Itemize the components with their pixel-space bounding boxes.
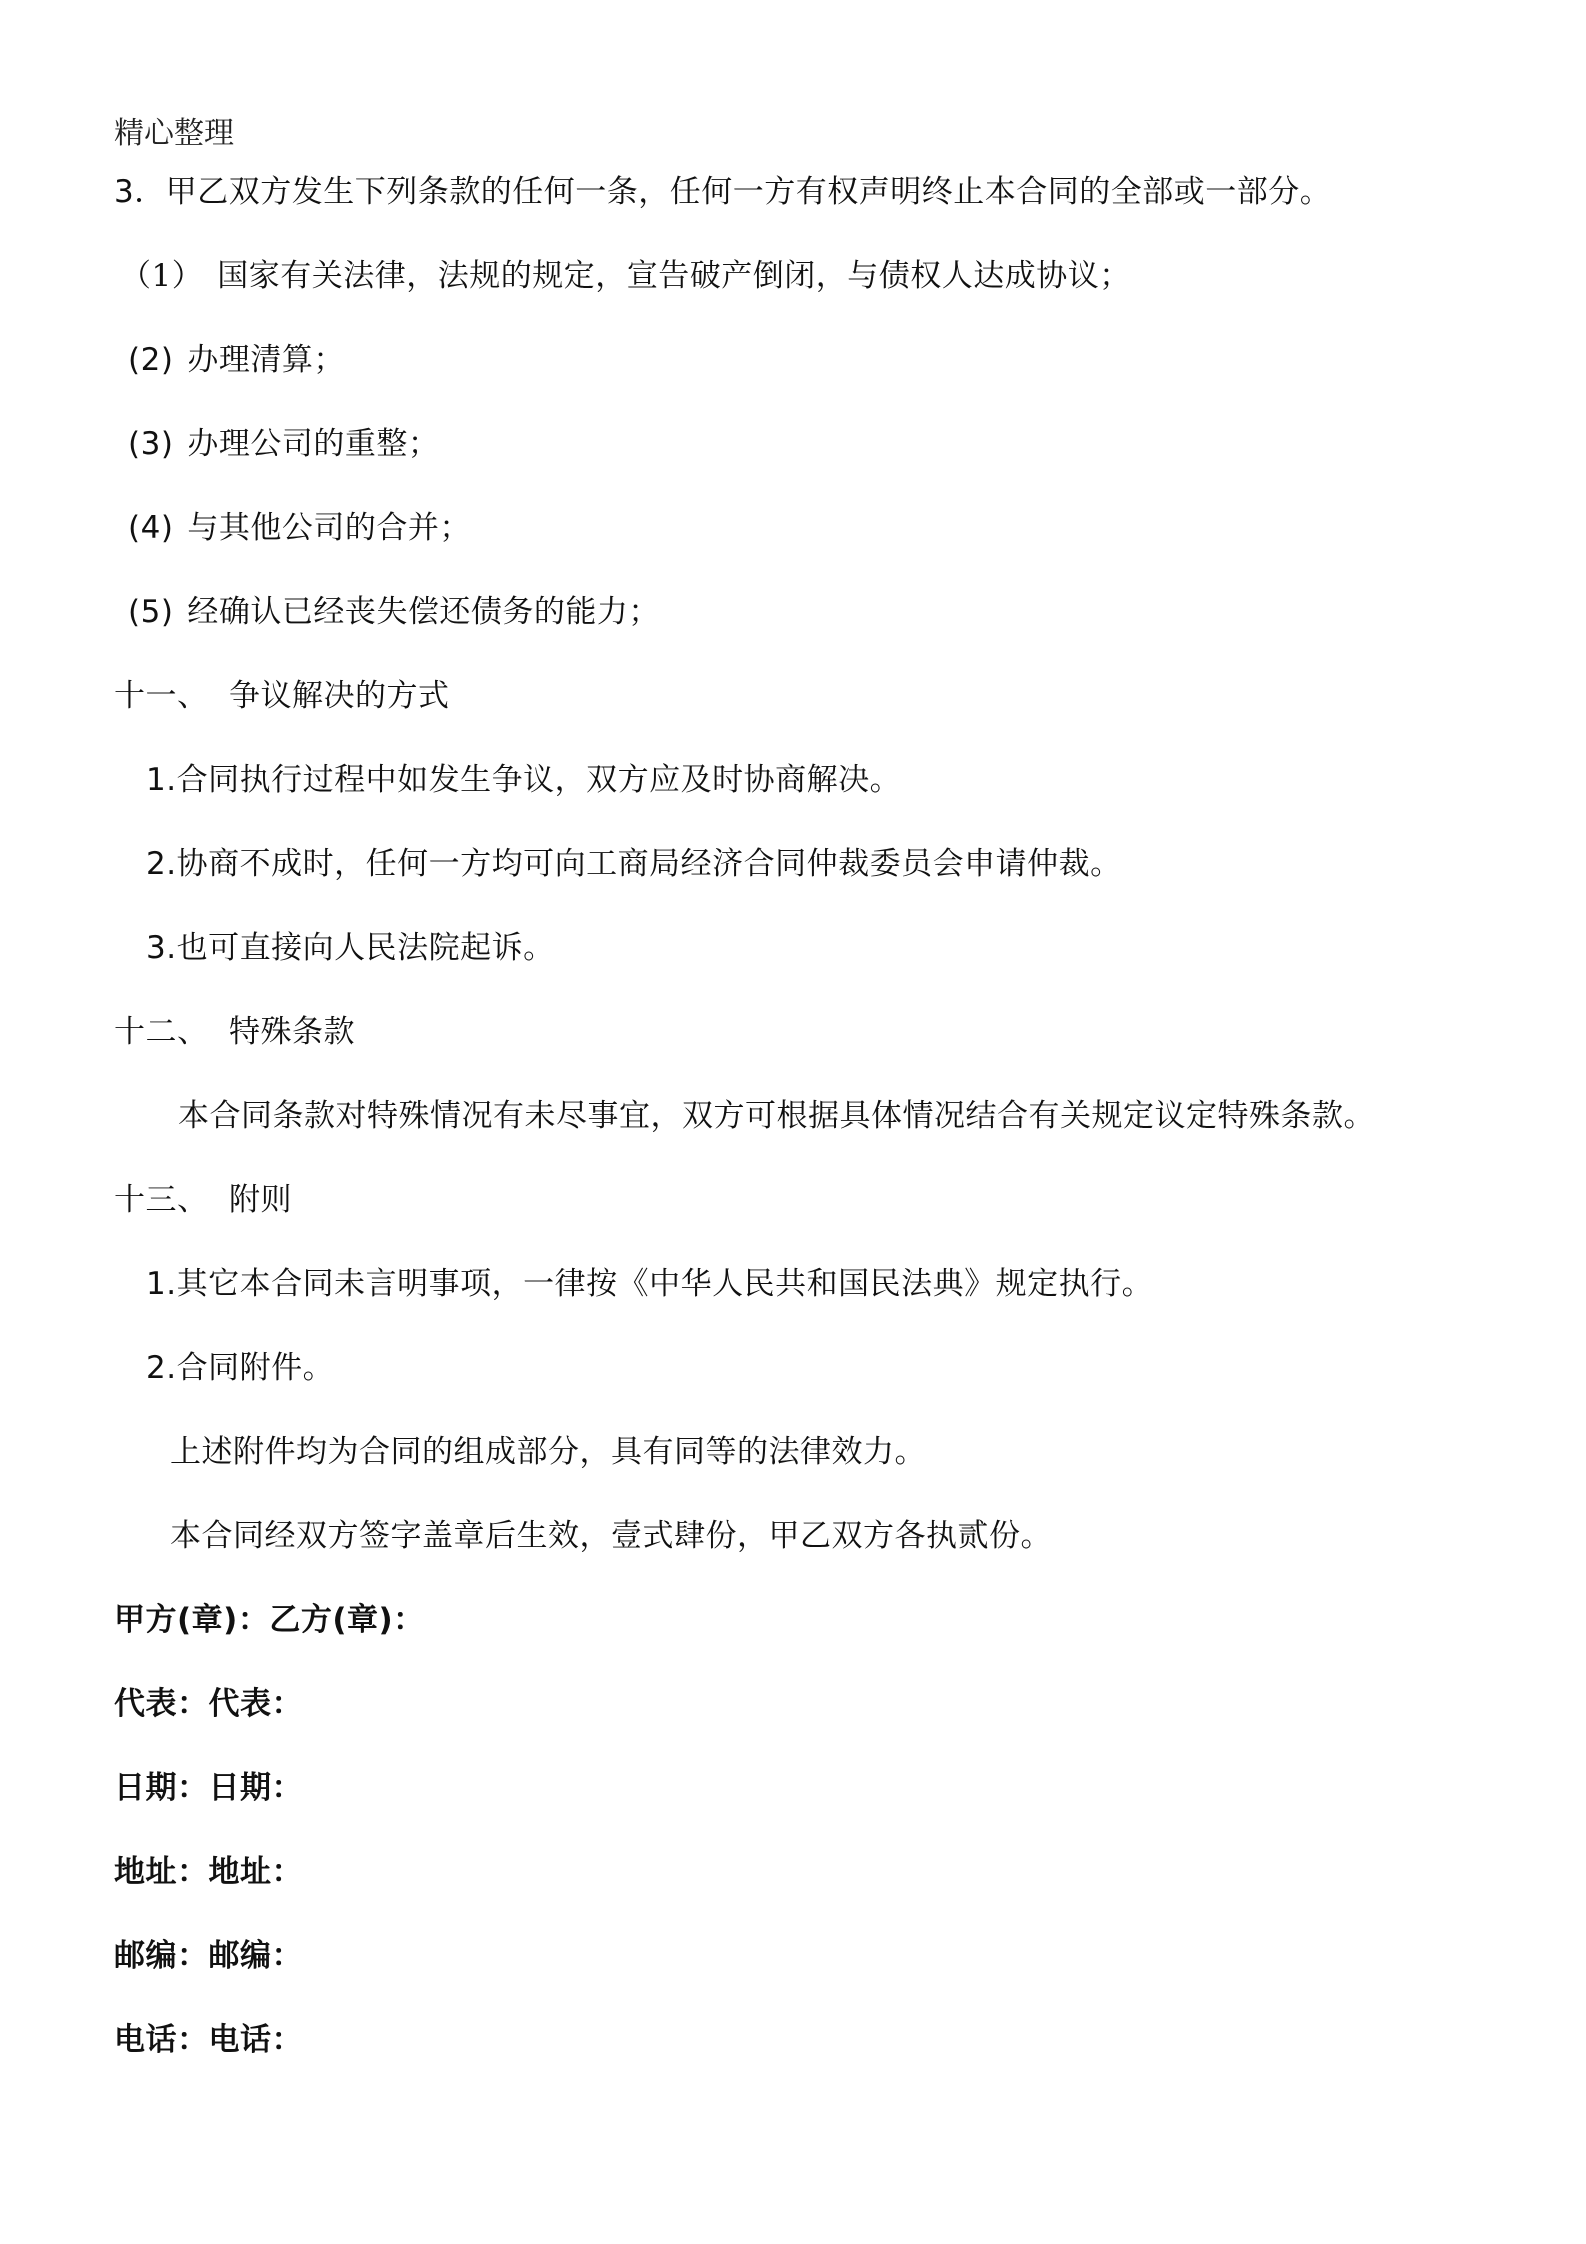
header-mark: 精心整理	[114, 116, 234, 151]
signature-line-postcode: 邮编：邮编：	[114, 1938, 303, 1974]
section-13-note: 本合同经双方签字盖章后生效，壹式肆份，甲乙双方各执贰份。	[170, 1518, 1052, 1554]
section-heading-13	[114, 1180, 292, 1220]
termination-item-number: (4)	[128, 510, 174, 546]
termination-item	[120, 256, 1131, 296]
signature-line-date: 日期：日期：	[114, 1770, 303, 1806]
section-number: 十一、	[114, 678, 209, 714]
termination-item-number: （1）	[120, 258, 204, 294]
signature-line-phone: 电话：电话：	[114, 2022, 303, 2058]
signature-line-address: 地址：地址：	[114, 1854, 303, 1890]
section-13-note: 上述附件均为合同的组成部分，具有同等的法律效力。	[170, 1434, 926, 1470]
termination-item-text: 国家有关法律，法规的规定，宣告破产倒闭，与债权人达成协议；	[217, 258, 1131, 294]
section-heading-12	[114, 1012, 355, 1052]
section-number: 十二、	[114, 1014, 209, 1050]
termination-item-text: 与其他公司的合并；	[187, 510, 471, 546]
termination-item-text: 办理清算；	[187, 342, 345, 378]
section-number: 十三、	[114, 1182, 209, 1218]
section-11-item: 3.也可直接向人民法院起诉。	[146, 930, 555, 966]
section-title: 特殊条款	[229, 1014, 355, 1050]
section-13-item: 1.其它本合同未言明事项，一律按《中华人民共和国民法典》规定执行。	[146, 1266, 1154, 1302]
signature-line-party: 甲方(章)：乙方(章)：	[114, 1602, 425, 1638]
termination-item	[128, 592, 660, 632]
termination-item	[128, 340, 345, 380]
termination-item-number: (3)	[128, 426, 174, 462]
section-11-item: 1.合同执行过程中如发生争议，双方应及时协商解决。	[146, 762, 902, 798]
section-11-item: 2.协商不成时，任何一方均可向工商局经济合同仲裁委员会申请仲裁。	[146, 846, 1122, 882]
section-title: 争议解决的方式	[229, 678, 450, 714]
termination-item-number: (5)	[128, 594, 174, 630]
termination-item-text: 办理公司的重整；	[187, 426, 440, 462]
section-13-item: 2.合同附件。	[146, 1350, 335, 1386]
section-title: 附则	[229, 1182, 292, 1218]
signature-line-representative: 代表：代表：	[114, 1686, 303, 1722]
clause-3: 3．甲乙双方发生下列条款的任何一条，任何一方有权声明终止本合同的全部或一部分。	[114, 174, 1332, 210]
termination-item	[128, 508, 471, 548]
section-heading-11	[114, 676, 450, 716]
termination-item-text: 经确认已经丧失偿还债务的能力；	[187, 594, 660, 630]
section-12-body: 本合同条款对特殊情况有未尽事宜，双方可根据具体情况结合有关规定议定特殊条款。	[178, 1098, 1375, 1134]
termination-item-number: (2)	[128, 342, 174, 378]
termination-item	[128, 424, 439, 464]
